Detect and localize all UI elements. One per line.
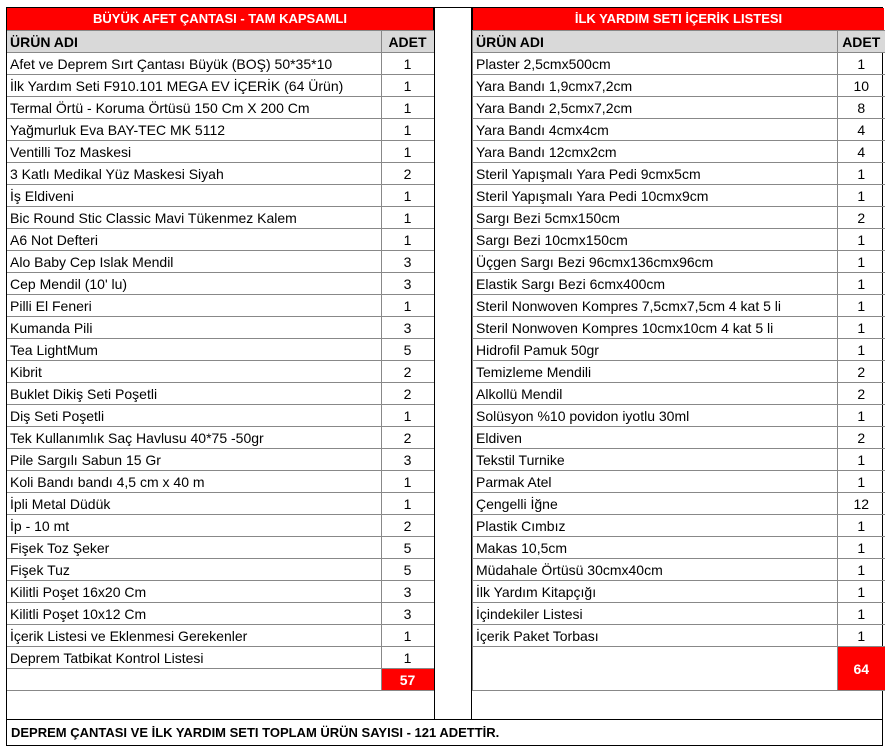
- item-name-cell[interactable]: Sargı Bezi 10cmx150cm: [473, 229, 838, 251]
- table-row: [473, 471, 885, 493]
- item-qty-cell[interactable]: 3: [381, 317, 434, 339]
- item-qty-cell[interactable]: 2: [381, 361, 434, 383]
- table-row: [7, 119, 434, 141]
- item-name-cell[interactable]: Afet ve Deprem Sırt Çantası Büyük (BOŞ) 50*35*10: [7, 53, 381, 75]
- item-qty-cell[interactable]: 3: [381, 603, 434, 625]
- item-qty-cell[interactable]: 1: [838, 537, 885, 559]
- table-row: [7, 317, 434, 339]
- item-name-cell[interactable]: İlk Yardım Kitapçığı: [473, 581, 838, 603]
- item-name-cell[interactable]: Cep Mendil (10' lu): [7, 273, 381, 295]
- table-row: [473, 339, 885, 361]
- item-qty-cell[interactable]: 1: [381, 185, 434, 207]
- item-name-cell[interactable]: Kilitli Poşet 16x20 Cm: [7, 581, 381, 603]
- table-header-row: [7, 31, 434, 53]
- table-row: [7, 185, 434, 207]
- table-row: [473, 427, 885, 449]
- item-qty-cell[interactable]: 2: [838, 383, 885, 405]
- table-row: [473, 449, 885, 471]
- item-qty-cell[interactable]: 1: [381, 471, 434, 493]
- item-name-cell[interactable]: İpli Metal Düdük: [7, 493, 381, 515]
- item-name-cell[interactable]: Fişek Toz Şeker: [7, 537, 381, 559]
- table-row: [7, 339, 434, 361]
- table-row: [7, 427, 434, 449]
- item-name-cell[interactable]: Steril Yapışmalı Yara Pedi 9cmx5cm: [473, 163, 838, 185]
- item-qty-cell[interactable]: 1: [838, 185, 885, 207]
- table-row: [473, 581, 885, 603]
- table-row: [473, 405, 885, 427]
- table-row: [7, 405, 434, 427]
- spreadsheet-sheet: [6, 7, 883, 746]
- column-header-name: ÜRÜN ADI: [7, 31, 381, 53]
- table-row: [7, 229, 434, 251]
- table-row: [473, 97, 885, 119]
- table-header-row: [473, 31, 885, 53]
- item-name-cell[interactable]: İş Eldiveni: [7, 185, 381, 207]
- item-qty-cell[interactable]: 1: [838, 625, 885, 647]
- item-name-cell[interactable]: Diş Seti Poşetli: [7, 405, 381, 427]
- item-name-cell[interactable]: Solüsyon %10 povidon iyotlu 30ml: [473, 405, 838, 427]
- table-row: [473, 317, 885, 339]
- table-row: [7, 515, 434, 537]
- item-name-cell[interactable]: Koli Bandı bandı 4,5 cm x 40 m: [7, 471, 381, 493]
- item-qty-cell[interactable]: 1: [381, 75, 434, 97]
- item-name-cell[interactable]: Kumanda Pili: [7, 317, 381, 339]
- table-row: [7, 449, 434, 471]
- table-row: [473, 603, 885, 625]
- table-row: [473, 163, 885, 185]
- item-qty-cell[interactable]: 10: [838, 75, 885, 97]
- item-qty-cell[interactable]: 1: [838, 405, 885, 427]
- table-row: [7, 471, 434, 493]
- item-name-cell[interactable]: Yara Bandı 2,5cmx7,2cm: [473, 97, 838, 119]
- table-row: [473, 251, 885, 273]
- left-panel-disaster-bag: [7, 8, 434, 691]
- item-qty-cell[interactable]: 1: [381, 229, 434, 251]
- item-qty-cell[interactable]: 1: [838, 449, 885, 471]
- item-qty-cell[interactable]: 2: [838, 361, 885, 383]
- item-qty-cell[interactable]: 2: [838, 427, 885, 449]
- table-row: [7, 603, 434, 625]
- total-row: [7, 669, 434, 691]
- left-panel-title: BÜYÜK AFET ÇANTASI - TAM KAPSAMLI: [7, 8, 434, 30]
- item-name-cell[interactable]: Termal Örtü - Koruma Örtüsü 150 Cm X 200 Cm: [7, 97, 381, 119]
- right-panel-title: İLK YARDIM SETI İÇERİK LISTESI: [472, 8, 884, 30]
- total-qty-cell[interactable]: 64: [838, 647, 885, 691]
- item-qty-cell[interactable]: 1: [381, 97, 434, 119]
- item-name-cell[interactable]: İçindekiler Listesi: [473, 603, 838, 625]
- grand-total-note: DEPREM ÇANTASI VE İLK YARDIM SETI TOPLAM ÜRÜN SAYISI - 121 ADETTİR.: [7, 719, 882, 745]
- table-row: [7, 207, 434, 229]
- item-name-cell[interactable]: Üçgen Sargı Bezi 96cmx136cmx96cm: [473, 251, 838, 273]
- table-row: [473, 229, 885, 251]
- table-row: [473, 207, 885, 229]
- item-name-cell[interactable]: Yara Bandı 1,9cmx7,2cm: [473, 75, 838, 97]
- item-qty-cell[interactable]: 1: [381, 119, 434, 141]
- item-name-cell[interactable]: Deprem Tatbikat Kontrol Listesi: [7, 647, 381, 669]
- column-header-qty: ADET: [838, 31, 885, 53]
- table-row: [473, 493, 885, 515]
- column-header-qty: ADET: [381, 31, 434, 53]
- item-name-cell[interactable]: A6 Not Defteri: [7, 229, 381, 251]
- item-qty-cell[interactable]: 3: [381, 273, 434, 295]
- item-name-cell[interactable]: Sargı Bezi 5cmx150cm: [473, 207, 838, 229]
- item-name-cell[interactable]: Bic Round Stic Classic Mavi Tükenmez Kalem: [7, 207, 381, 229]
- item-name-cell[interactable]: Yara Bandı 4cmx4cm: [473, 119, 838, 141]
- item-qty-cell[interactable]: 3: [381, 449, 434, 471]
- item-name-cell[interactable]: İlk Yardım Seti F910.101 MEGA EV İÇERİK (64 Ürün): [7, 75, 381, 97]
- item-qty-cell[interactable]: 2: [381, 383, 434, 405]
- table-row: [473, 53, 885, 75]
- item-name-cell[interactable]: Elastik Sargı Bezi 6cmx400cm: [473, 273, 838, 295]
- table-row: [473, 141, 885, 163]
- table-row: [7, 251, 434, 273]
- item-qty-cell[interactable]: 1: [838, 163, 885, 185]
- table-row: [7, 537, 434, 559]
- item-name-cell[interactable]: Kilitli Poşet 10x12 Cm: [7, 603, 381, 625]
- table-row: [473, 295, 885, 317]
- item-qty-cell[interactable]: 1: [381, 405, 434, 427]
- item-name-cell[interactable]: Hidrofil Pamuk 50gr: [473, 339, 838, 361]
- item-qty-cell[interactable]: 5: [381, 339, 434, 361]
- table-row: [7, 581, 434, 603]
- item-name-cell[interactable]: Steril Nonwoven Kompres 10cmx10cm 4 kat 5 li: [473, 317, 838, 339]
- item-name-cell[interactable]: Müdahale Örtüsü 30cmx40cm: [473, 559, 838, 581]
- item-qty-cell[interactable]: 1: [838, 295, 885, 317]
- table-row: [473, 361, 885, 383]
- item-name-cell[interactable]: Buklet Dikiş Seti Poşetli: [7, 383, 381, 405]
- item-name-cell[interactable]: Eldiven: [473, 427, 838, 449]
- item-qty-cell[interactable]: 12: [838, 493, 885, 515]
- item-name-cell[interactable]: Pile Sargılı Sabun 15 Gr: [7, 449, 381, 471]
- item-qty-cell[interactable]: 4: [838, 119, 885, 141]
- table-row: [473, 273, 885, 295]
- item-qty-cell[interactable]: 1: [838, 603, 885, 625]
- item-qty-cell[interactable]: 1: [838, 581, 885, 603]
- table-row: [7, 273, 434, 295]
- item-qty-cell[interactable]: 2: [381, 163, 434, 185]
- right-panel-first-aid-kit: [472, 8, 884, 691]
- item-qty-cell[interactable]: 1: [838, 273, 885, 295]
- item-name-cell[interactable]: Alkollü Mendil: [473, 383, 838, 405]
- table-row: [473, 559, 885, 581]
- item-name-cell[interactable]: Parmak Atel: [473, 471, 838, 493]
- item-qty-cell[interactable]: 1: [838, 339, 885, 361]
- item-qty-cell[interactable]: 1: [381, 295, 434, 317]
- item-qty-cell[interactable]: 2: [381, 515, 434, 537]
- item-qty-cell[interactable]: 1: [381, 625, 434, 647]
- column-header-name: ÜRÜN ADI: [473, 31, 838, 53]
- table-row: [7, 163, 434, 185]
- item-name-cell[interactable]: Yara Bandı 12cmx2cm: [473, 141, 838, 163]
- item-qty-cell[interactable]: 8: [838, 97, 885, 119]
- table-row: [7, 647, 434, 669]
- item-qty-cell[interactable]: 1: [381, 141, 434, 163]
- item-qty-cell[interactable]: 1: [838, 53, 885, 75]
- item-qty-cell[interactable]: 1: [381, 207, 434, 229]
- table-row: [473, 515, 885, 537]
- item-name-cell[interactable]: Fişek Tuz: [7, 559, 381, 581]
- table-row: [7, 53, 434, 75]
- item-qty-cell[interactable]: 2: [838, 207, 885, 229]
- item-name-cell[interactable]: Alo Baby Cep Islak Mendil: [7, 251, 381, 273]
- table-row: [7, 295, 434, 317]
- item-name-cell[interactable]: Temizleme Mendili: [473, 361, 838, 383]
- item-name-cell[interactable]: Steril Nonwoven Kompres 7,5cmx7,5cm 4 kat 5 li: [473, 295, 838, 317]
- table-row: [473, 75, 885, 97]
- table-row: [473, 185, 885, 207]
- column-divider: [434, 8, 435, 719]
- item-qty-cell[interactable]: 2: [381, 427, 434, 449]
- item-name-cell[interactable]: İçerik Listesi ve Eklenmesi Gerekenler: [7, 625, 381, 647]
- table-row: [7, 97, 434, 119]
- item-name-cell[interactable]: Pilli El Feneri: [7, 295, 381, 317]
- item-qty-cell[interactable]: 1: [838, 515, 885, 537]
- item-name-cell[interactable]: Ventilli Toz Maskesi: [7, 141, 381, 163]
- item-name-cell[interactable]: İp - 10 mt: [7, 515, 381, 537]
- item-name-cell[interactable]: Yağmurluk Eva BAY-TEC MK 5112: [7, 119, 381, 141]
- item-name-cell[interactable]: Plaster 2,5cmx500cm: [473, 53, 838, 75]
- item-qty-cell[interactable]: 3: [381, 581, 434, 603]
- item-qty-cell[interactable]: 4: [838, 141, 885, 163]
- item-qty-cell[interactable]: 1: [381, 493, 434, 515]
- item-name-cell[interactable]: 3 Katlı Medikal Yüz Maskesi Siyah: [7, 163, 381, 185]
- table-row: [7, 75, 434, 97]
- table-row: [7, 361, 434, 383]
- right-items-table: [472, 30, 885, 691]
- table-row: [473, 383, 885, 405]
- total-row: [473, 647, 885, 691]
- item-qty-cell[interactable]: 1: [838, 559, 885, 581]
- item-name-cell[interactable]: Plastik Cımbız: [473, 515, 838, 537]
- total-label-cell: [7, 669, 381, 691]
- item-qty-cell[interactable]: 5: [381, 559, 434, 581]
- item-name-cell[interactable]: Makas 10,5cm: [473, 537, 838, 559]
- total-label-cell: [473, 647, 838, 691]
- table-row: [473, 537, 885, 559]
- item-name-cell[interactable]: Tea LightMum: [7, 339, 381, 361]
- item-name-cell[interactable]: İçerik Paket Torbası: [473, 625, 838, 647]
- item-name-cell[interactable]: Çengelli İğne: [473, 493, 838, 515]
- table-row: [7, 141, 434, 163]
- item-qty-cell[interactable]: 1: [838, 229, 885, 251]
- table-row: [7, 559, 434, 581]
- item-name-cell[interactable]: Tekstil Turnike: [473, 449, 838, 471]
- table-row: [7, 383, 434, 405]
- item-qty-cell[interactable]: 1: [838, 471, 885, 493]
- table-row: [7, 493, 434, 515]
- total-qty-cell[interactable]: 57: [381, 669, 434, 691]
- item-qty-cell[interactable]: 5: [381, 537, 434, 559]
- item-name-cell[interactable]: Tek Kullanımlık Saç Havlusu 40*75 -50gr: [7, 427, 381, 449]
- item-qty-cell[interactable]: 1: [381, 53, 434, 75]
- item-name-cell[interactable]: Kibrit: [7, 361, 381, 383]
- item-qty-cell[interactable]: 1: [838, 251, 885, 273]
- item-qty-cell[interactable]: 3: [381, 251, 434, 273]
- item-name-cell[interactable]: Steril Yapışmalı Yara Pedi 10cmx9cm: [473, 185, 838, 207]
- table-row: [473, 119, 885, 141]
- table-row: [7, 625, 434, 647]
- table-row: [473, 625, 885, 647]
- item-qty-cell[interactable]: 1: [381, 647, 434, 669]
- left-items-table: [7, 30, 435, 691]
- item-qty-cell[interactable]: 1: [838, 317, 885, 339]
